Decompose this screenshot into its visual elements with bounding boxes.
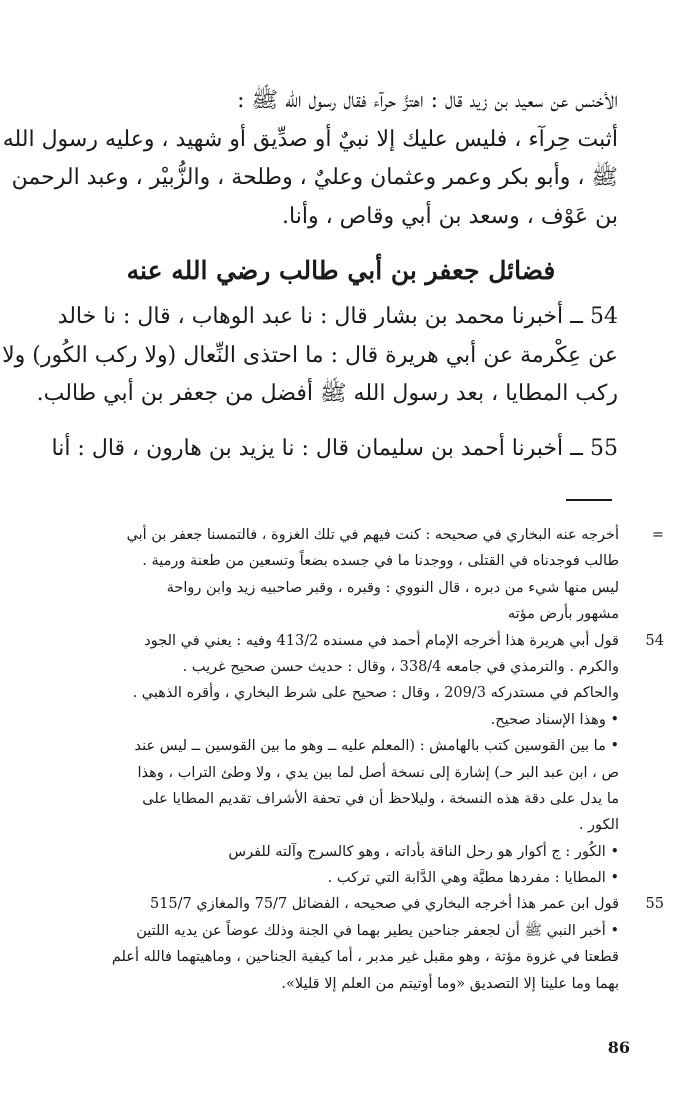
footnote-line — [64, 575, 664, 601]
footnote-line — [64, 839, 664, 865]
footnote-text: والحاكم في مستدركه 209/3 ، وقال : صحيح على شرط البخاري ، وأقره الذهبي . — [132, 685, 619, 702]
footnote-text: • وهذا الإسناد صحيح. — [490, 711, 619, 728]
footnote-text: والكرم . والترمذي في جامعه 338/4 ، وقال : حديث حسن صحيح غريب . — [182, 658, 619, 675]
footnote-text: • المطايا : مفردها مطيَّة وهي الدَّابة التي تركب . — [327, 870, 619, 887]
footnote-line — [64, 971, 664, 997]
text-line: 54 ــ أخبرنا محمد بن بشار قال : نا عبد الوهاب ، قال : نا خالد — [57, 304, 618, 329]
footnote-text: قول أبي هريرة هذا أخرجه الإمام أحمد في مسنده 413/2 وفيه : يعني في الجود — [144, 632, 619, 649]
footnote-number: 55 — [645, 896, 664, 913]
footnote-text: ليس منها شيء من دبره ، قال النووي : وقبره ، وقبر صاحبيه زيد وابن رواحة — [166, 579, 619, 596]
footnote-line — [64, 786, 664, 812]
footnote-text: أخرجه عنه البخاري في صحيحه : كنت فيهم في تلك الغزوة ، فالتمسنا جعفر بن أبي — [126, 527, 619, 543]
footnote-line — [64, 522, 664, 548]
footnotes — [64, 522, 664, 997]
paragraph-gap — [64, 414, 618, 430]
text-line: أثبت حِرآء ، فليس عليك إلا نبيٌ أو صدِّيق أو شهيد ، وعليه رسول الله — [2, 126, 618, 152]
text-line: ركب المطايا ، بعد رسول الله ﷺ أفضل من جعفر بن أبي طالب. — [36, 381, 618, 406]
footnote-line — [64, 812, 664, 838]
footnote-line — [64, 654, 664, 680]
footnote-line — [64, 601, 664, 627]
footnote-line — [64, 944, 664, 970]
footnote-line — [64, 733, 664, 759]
footnote-line — [64, 548, 664, 574]
footnote-text: ص ، ابن عبد البر حـ) إشارة إلى نسخة أصل لما بين يدي ، ولا وطئ التراب ، وهذا — [137, 764, 619, 781]
main-text — [2, 82, 618, 468]
footnote-line — [64, 680, 664, 706]
footnote-line — [64, 918, 664, 944]
text-line: ﷺ ، وأبو بكر وعمر وعثمان وعليٌ ، وطلحة ، والزُّبيْر ، وعبد الرحمن — [11, 165, 618, 190]
footnote-line — [64, 628, 664, 654]
footnote-number: = — [651, 527, 664, 543]
footnote-text: طالب فوجدناه في القتلى ، ووجدنا ما في جسده بضعاً وتسعين من طعنة ورمية . — [142, 553, 619, 570]
page-number: 86 — [607, 1038, 630, 1057]
footnote-text: قطعتا في غزوة مؤتة ، وهو مقبل غير مدبر ، أما كيفية الجناحين ، وماهيتهما فالله أعلم — [111, 949, 619, 966]
footnote-text: مشهور بأرض مؤته — [507, 606, 619, 623]
footnote-text: • ما بين القوسين كتب بالهامش : (المعلم عليه ــ وهو ما بين القوسين ــ ليس عند — [134, 738, 619, 755]
paragraph-hadith-54 — [2, 298, 618, 414]
footnote-line — [64, 891, 664, 917]
footnote-line — [64, 865, 664, 891]
footnote-text: قول ابن عمر هذا أخرجه البخاري في صحيحه ، الفضائل 75/7 والمغازي 515/7 — [149, 896, 619, 913]
footnote-text: بهما وما علينا إلا التصديق «وما أوتيتم من العلم إلا قليلا». — [281, 975, 619, 992]
section-title: فضائل جعفر بن أبي طالب رضي الله عنه — [126, 256, 556, 285]
text-line: 55 ــ أخبرنا أحمد بن سليمان قال : نا يزيد بن هارون ، قال : أنا — [51, 435, 618, 461]
footnote-text: • أخبر النبي ﷺ أن لجعفر جناحين يطير بهما في الجنة وذلك عوضاً عن يديه اللتين — [136, 922, 619, 939]
paragraph-hadith-55 — [51, 430, 618, 469]
footnote-line — [64, 707, 664, 733]
text-line: الأخنس عن سعيد بن زيد قال : اهتزَّ حرآء فقال رسول الله ﷺ : — [237, 88, 618, 113]
paragraph-hadith-continuation — [2, 82, 618, 236]
text-line: بن عَوْف ، وسعد بن أبي وقاص ، وأنا. — [282, 203, 618, 229]
footnote-divider — [566, 499, 612, 501]
text-line: عن عِكْرمة عن أبي هريرة قال : ما احتذى النِّعال (ولا ركب الكُور) ولا — [2, 342, 618, 368]
footnote-text: • الكُور : ج أكوار هو رحل الناقة بأداته ، وهو كالسرج وآلته للفرس — [228, 843, 619, 860]
footnote-text: ما يدل على دقة هذه النسخة ، وليلاحظ أن في تحفة الأشراف تقديم المطايا على — [142, 790, 619, 807]
footnote-line — [64, 760, 664, 786]
footnote-number: 54 — [645, 632, 664, 649]
footnote-text: الكور . — [578, 817, 619, 834]
